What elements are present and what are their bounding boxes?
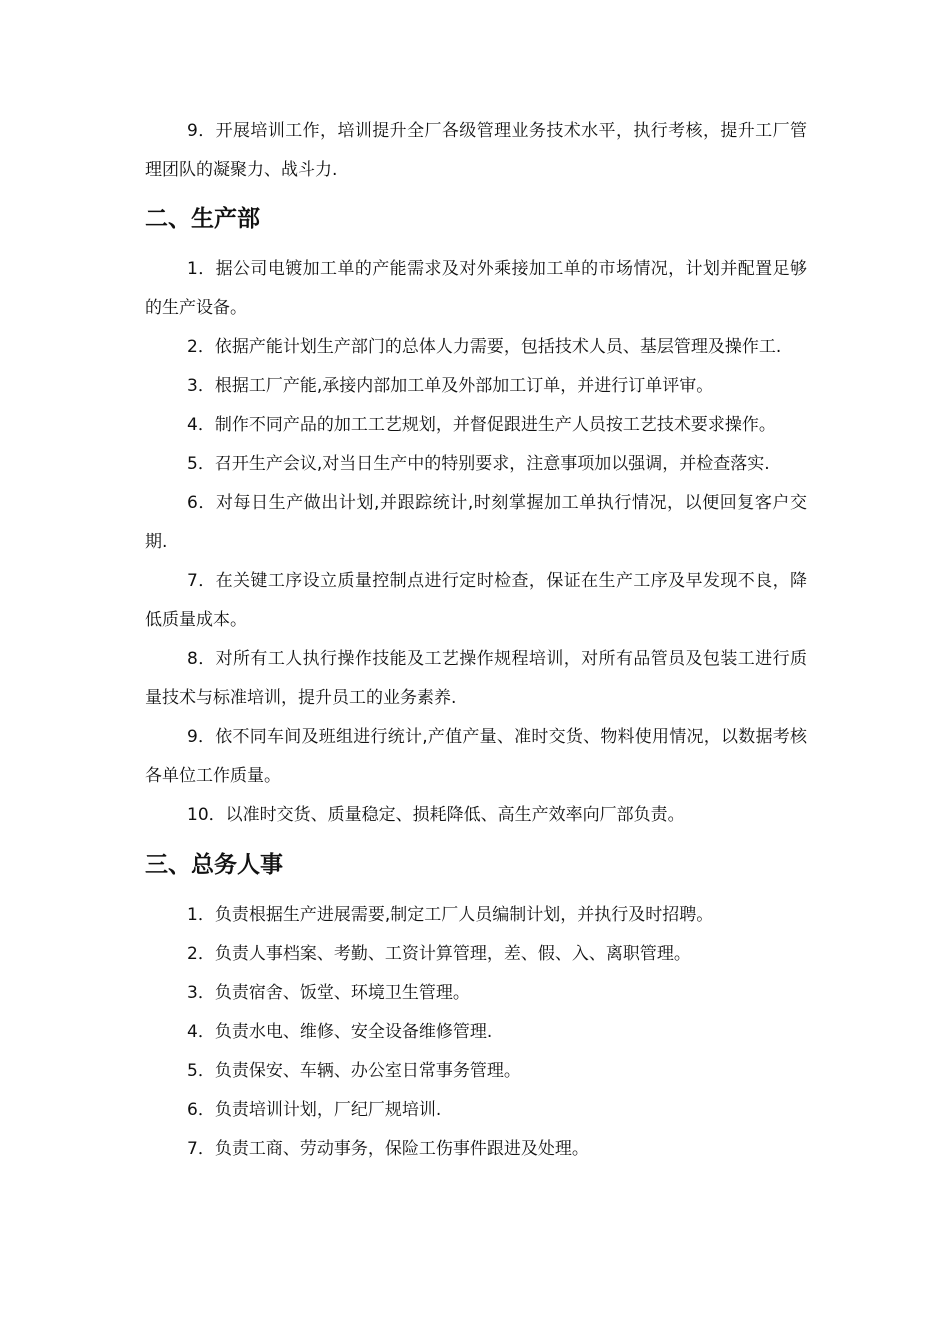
list-item: 2．负责人事档案、考勤、工资计算管理，差、假、入、离职管理。 (187, 944, 691, 964)
list-item: 7．负责工商、劳动事务，保险工伤事件跟进及处理。 (187, 1139, 589, 1159)
list-item: 9．依不同车间及班组进行统计,产值产量、准时交货、物料使用情况，以数据考核各单位工作质量。 (145, 727, 807, 786)
section-heading-general-affairs: 三、总务人事 (145, 852, 283, 878)
page-content (145, 112, 807, 1169)
list-item: 1．据公司电镀加工单的产能需求及对外乘接加工单的市场情况，计划并配置足够的生产设备。 (145, 259, 807, 318)
list-item: 6．负责培训计划，厂纪厂规培训. (187, 1100, 442, 1120)
list-item: 2．依据产能计划生产部门的总体人力需要，包括技术人员、基层管理及操作工. (187, 337, 782, 357)
list-item: 4．负责水电、维修、安全设备维修管理. (187, 1022, 493, 1042)
list-item: 8．对所有工人执行操作技能及工艺操作规程培训，对所有品管员及包装工进行质量技术与标准培训，提升员工的业务素养. (145, 649, 807, 708)
list-item: 6．对每日生产做出计划,并跟踪统计,时刻掌握加工单执行情况，以便回复客户交期. (145, 493, 807, 552)
list-item: 1．负责根据生产进展需要,制定工厂人员编制计划，并执行及时招聘。 (187, 905, 714, 925)
list-item: 10．以准时交货、质量稳定、损耗降低、高生产效率向厂部负责。 (187, 805, 685, 825)
paragraph-item: 9．开展培训工作，培训提升全厂各级管理业务技术水平，执行考核，提升工厂管理团队的凝聚力、战斗力. (145, 121, 807, 180)
list-item: 5．负责保安、车辆、办公室日常事务管理。 (187, 1061, 521, 1081)
section-heading-production: 二、生产部 (145, 206, 260, 232)
section-production-list (145, 250, 807, 835)
list-item: 3．负责宿舍、饭堂、环境卫生管理。 (187, 983, 470, 1003)
list-item: 7．在关键工序设立质量控制点进行定时检查，保证在生产工序及早发现不良，降低质量成本。 (145, 571, 807, 630)
section-general-affairs-list (145, 896, 807, 1169)
list-item: 5．召开生产会议,对当日生产中的特别要求，注意事项加以强调，并检查落实. (187, 454, 770, 474)
list-item: 4．制作不同产品的加工工艺规划，并督促跟进生产人员按工艺技术要求操作。 (187, 415, 776, 435)
list-item: 3．根据工厂产能,承接内部加工单及外部加工订单，并进行订单评审。 (187, 376, 714, 396)
